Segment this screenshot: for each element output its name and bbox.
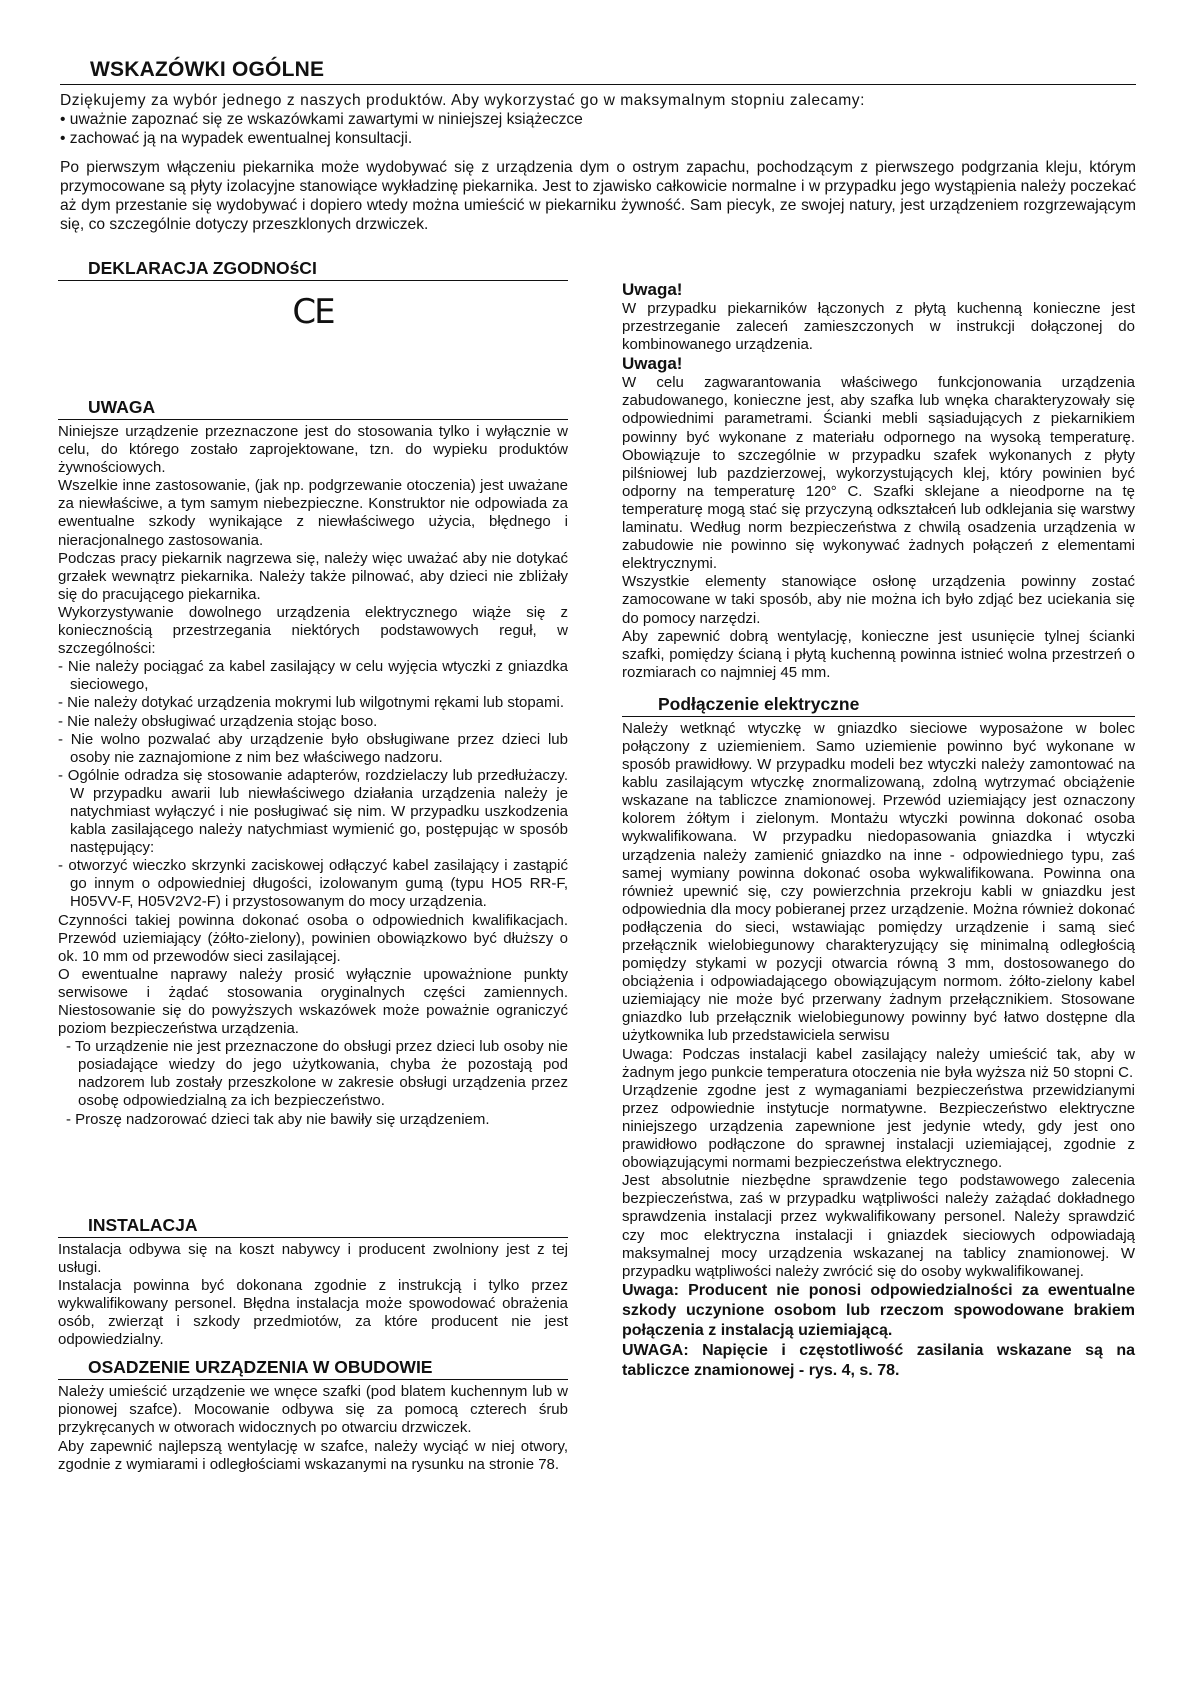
- list-item: - Ogólnie odradza się stosowanie adapterów, rozdzielaczy lub przedłużaczy. W przypadku awarii lub niewłaściwego działania urządzenia należy je natychmiast wyłączyć i nie posługiwać się nim. W przypadku uszkodzenia kabla zasilającego należy natychmiast wymienić go, postępując w sposób następujący:: [58, 766, 568, 857]
- list-item: - Nie należy obsługiwać urządzenia stojąc boso.: [58, 712, 378, 730]
- electrical-paragraph: Należy wetknąć wtyczkę w gniazdko sieciowe wyposażone w bolec połączony z uziemieniem. Samo uziemienie powinno być wykonane w sposób prawidłowy. W przypadku modeli bez wtyczki należy zamontować na kablu zasilającym wtyczkę znormalizowaną, zdolną wytrzymać obciążenie wskazane na tabliczce znamionowej. Przewód uziemiający jest oznaczony kolorem żółtym i zielonym. Montażu wtyczki powinna dokonać osoba wykwalifikowana. W przypadku niedopasowania gniazdka i wtyczki urządzenia należy zamienić gniazdko na inne - odpowiedniego typu, zaś samej wymiany powinna dokonać osoba wykwalifikowana. Powinna ona również upewnić się, czy powierzchnia przekroju kabli w gniazdku jest odpowiednia dla mocy pobieranej przez urządzenie. Można również dokonać podłączenia do sieci, wstawiając pomiędzy urządzenie i samą sieć przełącznik wielobiegunowy charakteryzujący się minimalną odległością pomiędzy stykami w pozycji otwarcia równą 3 mm, dostosowanego do obciążenia i odpowiadającego obowiązującym normom. żółto-zielony kabel uziemiający nie może być przerwany żadnym przełącznikiem. Stosowane gniazdko lub przełącznik wielobiegunowy powinny być łatwo dostępne dla użytkownika lub przedstawiciela serwisu: [622, 719, 1135, 1045]
- electrical-title: Podłączenie elektryczne: [658, 693, 860, 714]
- note-text: W celu zagwarantowania właściwego funkcjonowania urządzenia zabudowanego, konieczne jest, aby szafka lub wnęka charakteryzowały się odpowiednimi parametrami. Ścianki mebli sąsiadujących z piekarnikiem powinny być wykonane z materiału odpornego na wysoką temperaturę. Obowiązuje to szczególnie w przypadku szafek wykonanych z płyty pilśniowej lub pazdzierzowej, wykorzystujących klej, który powinien być odporny na temperaturę 120° C. Szafki sklejane a nieodporne na tę temperaturę mogą stać się przyczyną odkształceń lub odklejania się warstwy laminatu. Według norm bezpieczeństwa z chwilą osadzenia urządzenia w zabudowie nie powinno się wykonywać żadnych połączeń z elementami elektrycznymi.: [622, 374, 1135, 573]
- note-text: Aby zapewnić dobrą wentylację, konieczne jest usunięcie tylnej ścianki szafki, pomiędzy ścianą i płytą kuchenną powinna istnieć wolna przestrzeń o rozmiarach co najmniej 45 mm.: [622, 627, 1135, 681]
- declaration-title: DEKLARACJA ZGODNOśCI: [88, 258, 317, 278]
- uwaga-paragraph: Wykorzystywanie dowolnego urządzenia elektrycznego wiąże się z koniecznością przestrzegania niektórych podstawowych reguł, w szczególności:: [58, 603, 568, 658]
- note-text: W przypadku piekarników łączonych z płytą kuchenną konieczne jest przestrzeganie zaleceń zamieszczonych w instrukcji dołączonej do kombinowanego urządzenia.: [622, 300, 1135, 354]
- uwaga-paragraph: Niniejsze urządzenie przeznaczone jest do stosowania tylko i wyłącznie w celu, do którego zostało zaprojektowane, tzn. do wypieku produktów żywnościowych.: [58, 423, 568, 477]
- general-intro-line: Dziękujemy za wybór jednego z naszych produktów. Aby wykorzystać go w maksymalnym stopniu zalecamy:: [60, 92, 865, 109]
- right-column: [622, 280, 1135, 1381]
- uwaga-rule: [58, 419, 568, 420]
- list-item: - To urządzenie nie jest przeznaczone do obsługi przez dzieci lub osoby nie posiadające wiedzy do jego użytkowania, chyba że pozostają pod nadzorem lub zostały przeszkolone w zakresie obsługi urządzenia przez osobę odpowiedzialną za ich bezpieczeństwo.: [66, 1038, 568, 1110]
- uwaga-paragraph: Podczas pracy piekarnik nagrzewa się, należy więc uważać aby nie dotykać grzałek wewnątrz piekarnika. Należy także pilnować, aby dzieci nie zbliżały się do pracującego piekarnika.: [58, 549, 568, 603]
- list-item: - Nie należy pociągać za kabel zasilający w celu wyjęcia wtyczki z gniazdka sieciowego,: [58, 658, 568, 694]
- uwaga-title: UWAGA: [88, 397, 156, 417]
- general-paragraph: Po pierwszym włączeniu piekarnika może wydobywać się z urządzenia dym o ostrym zapachu, pochodzącym z pierwszego podgrzania kleju, którym przymocowane są płyty izolacyjne stanowiące wykładzinę piekarnika. Jest to zjawisko całkowicie normalne i w przypadku jego wystąpienia należy poczekać aż dym przestanie się wydobywać i dopiero wtedy można umieścić w piekarniku żywność. Sam piecyk, ze swojej natury, jest urządzeniem rozgrzewającym się, co szczególnie dotyczy przeszklonych drzwiczek.: [60, 159, 1136, 233]
- list-item: - Nie należy dotykać urządzenia mokrymi lub wilgotnymi rękami lub stopami.: [58, 694, 565, 712]
- mounting-paragraph: Należy umieścić urządzenie we wnęce szafki (pod blatem kuchennym lub w pionowej szafce). Mocowanie odbywa się za pomocą czterech śrub przykręcanych w otworach widocznych po otwarciu drzwiczek.: [58, 1383, 568, 1437]
- list-item: - otworzyć wieczko skrzynki zaciskowej odłączyć kabel zasilający i zastąpić go innym o odpowiedniej długości, izolowanym gumą (typu HO5 RR-F, H05VV-F, H05V2V2-F) i przystosowanym do mocy urządzenia.: [58, 857, 568, 911]
- uwaga-paragraph: Czynności takiej powinna dokonać osoba o odpowiednich kwalifikacjach. Przewód uziemiający (żółto-zielony), powinien obowiązkowo być dłuższy o ok. 10 mm od przewodów sieci zasilającej.: [58, 911, 568, 965]
- declaration-rule: [58, 280, 568, 281]
- mounting-rule: [58, 1379, 568, 1380]
- electrical-warning: UWAGA: Napięcie i częstotliwość zasilania wskazane są na tabliczce znamionowej - rys. 4, s. 78.: [622, 1341, 1135, 1379]
- electrical-paragraph: Urządzenie zgodne jest z wymaganiami bezpieczeństwa przewidzianymi przez odpowiednie instytucje normatywne. Bezpieczeństwo elektryczne niniejszego urządzenia zapewnione jest jedynie wtedy, gdy jest ono prawidłowo podłączone do sprawnej instalacji uziemiającej, zgodnie z obowiązującymi normami bezpieczeństwa elektrycznego.: [622, 1081, 1135, 1172]
- general-title: WSKAZÓWKI OGÓLNE: [90, 58, 325, 81]
- electrical-paragraph: Jest absolutnie niezbędne sprawdzenie tego podstawowego zalecenia bezpieczeństwa, zaś w przypadku wątpliwości należy zażądać dokładnego sprawdzenia instalacji przez wykwalifikowany personel. Należy sprawdzić czy moc elektryczna instalacji i gniazdek sieciowych odpowiadają maksymalnej mocy urządzenia wskazanej na tablicy znamionowej. W przypadku wątpliwości należy zwrócić się do osoby wykwalifikowanej.: [622, 1172, 1135, 1280]
- installation-rule: [58, 1237, 568, 1238]
- electrical-rule: [622, 716, 1135, 717]
- general-section: [60, 58, 1136, 234]
- general-intro: [60, 91, 1136, 234]
- electrical-warning: Uwaga: Producent nie ponosi odpowiedzialności za ewentualne szkody uczynione osobom lub rzeczom spowodowane brakiem połączenia z instalacją uziemiającą.: [622, 1281, 1135, 1339]
- installation-title: INSTALACJA: [88, 1214, 198, 1235]
- uwaga-children-list: [58, 1038, 568, 1128]
- uwaga-paragraph: Wszelkie inne zastosowanie, (jak np. podgrzewanie otoczenia) jest uważane za niewłaściwe, a tym samym niebezpieczne. Konstruktor nie odpowiada za ewentualne szkody wynikające z niewłaściwego użycia, błędnego i nieracjonalnego zastosowania.: [58, 477, 568, 549]
- uwaga-paragraph: O ewentualne naprawy należy prosić wyłącznie upoważnione punkty serwisowe i żądać stosowania oryginalnych części zamiennych. Niestosowanie się do powyższych wskazówek może poważnie ograniczyć poziom bezpieczeństwa urządzenia.: [58, 965, 568, 1038]
- note-title: Uwaga!: [622, 280, 683, 299]
- mounting-title: OSADZENIE URZĄDZENIA W OBUDOWIE: [88, 1357, 433, 1378]
- installation-paragraph: Instalacja odbywa się na koszt nabywcy i producent zwolniony jest z tej usługi.: [58, 1240, 568, 1276]
- note-title: Uwaga!: [622, 354, 683, 374]
- left-column: [58, 258, 568, 1474]
- electrical-paragraph: Uwaga: Podczas instalacji kabel zasilający należy umieścić tak, aby w żadnym jego punkcie temperatura otoczenia nie była wyższa niż 50 stopni C.: [622, 1045, 1135, 1081]
- ce-mark-logo: CE: [292, 292, 334, 332]
- general-title-rule: [60, 84, 1136, 85]
- general-bullet: • uważnie zapoznać się ze wskazówkami zawartymi w niniejszej książeczce: [60, 111, 583, 128]
- general-bullet: • zachować ją na wypadek ewentualnej konsultacji.: [60, 130, 413, 147]
- uwaga-rules-list: [58, 658, 568, 911]
- list-item: - Proszę nadzorować dzieci tak aby nie bawiły się urządzeniem.: [66, 1110, 490, 1128]
- installation-paragraph: Instalacja powinna być dokonana zgodnie z instrukcją i tylko przez wykwalifikowany personel. Błędna instalacja może spowodować obrażenia osób, zwierząt i szkody przedmiotów, za które producent nie jest odpowiedzialny.: [58, 1276, 568, 1349]
- list-item: - Nie wolno pozwalać aby urządzenie było obsługiwane przez dzieci lub osoby nie zaznajomione z nim bez właściwego nadzoru.: [58, 730, 568, 766]
- mounting-paragraph: Aby zapewnić najlepszą wentylację w szafce, należy wyciąć w niej otwory, zgodnie z wymiarami i odległościami wskazanymi na rysunku na stronie 78.: [58, 1437, 568, 1473]
- note-text: Wszystkie elementy stanowiące osłonę urządzenia powinny zostać zamocowane w taki sposób, aby nie można ich było zdjąć bez uciekania się do pomocy narzędzi.: [622, 573, 1135, 627]
